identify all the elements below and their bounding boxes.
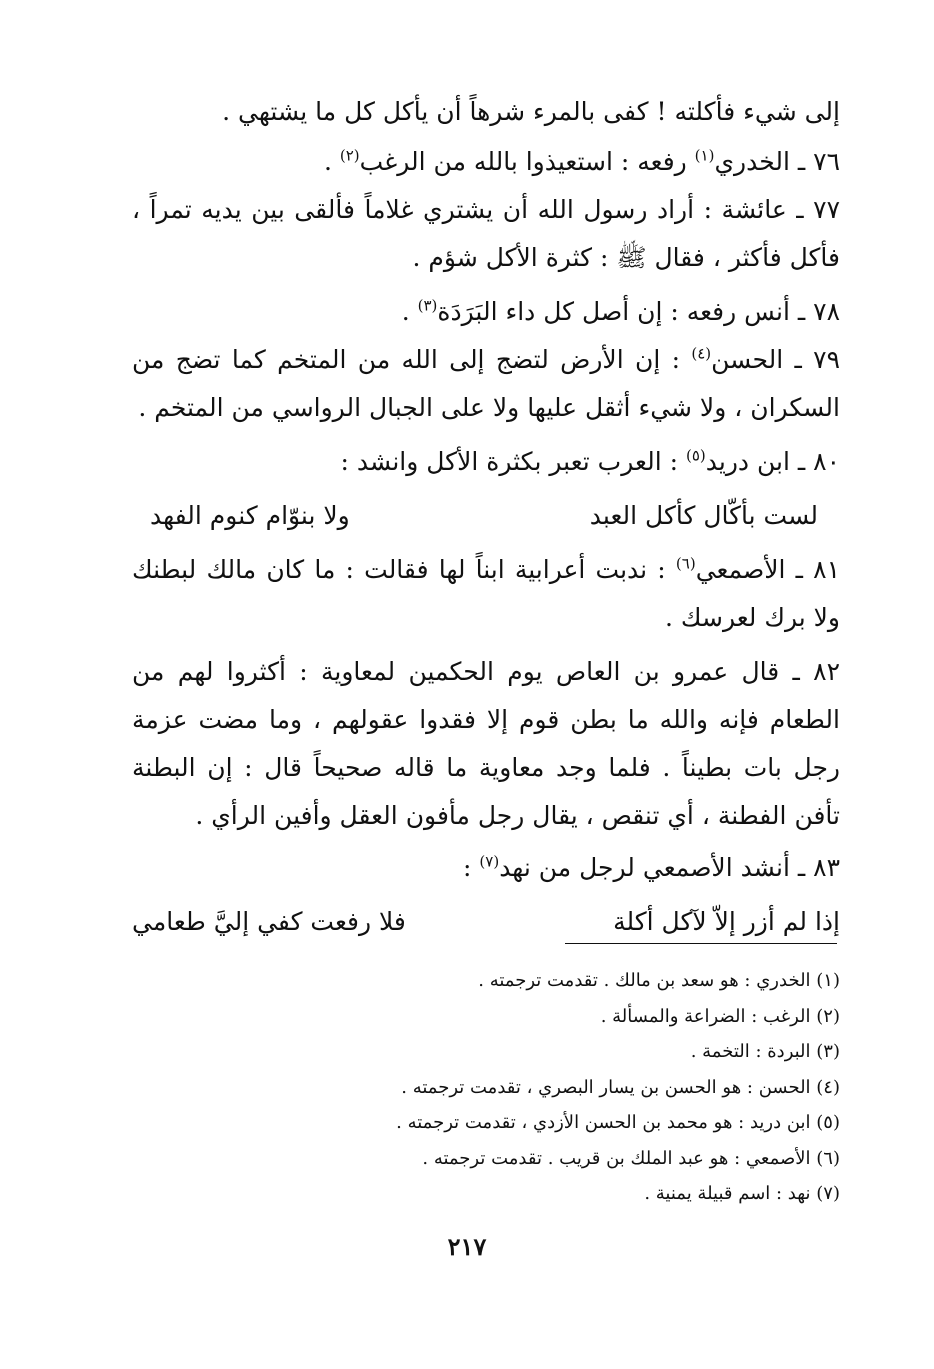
paragraph-text: : [463, 853, 480, 882]
footnote-item: (٤) الحسن : هو الحسن بن يسار البصري ، تقدمت ترجمته . [401, 1076, 840, 1098]
paragraph-82: ٨٢ ـ قال عمرو بن العاص يوم الحكمين لمعاوية : أكثروا لهم من الطعام فإنه والله ما بطن قوم إلا فقدوا عقولهم ، وما مضت عزمة رجل بات بطيناً . فلما وجد معاوية ما قاله صحيحاً قال : إن البطنة تأفن الفطنة ، أي تنقص ، يقال رجل مأفون العقل وأفين الرأي . [132, 657, 840, 830]
footnote-item: (٦) الأصمعي : هو عبد الملك بن قريب . تقدمت ترجمته . [422, 1147, 840, 1169]
footnote-divider [565, 943, 837, 944]
paragraph-text: ٨١ ـ الأصمعي [695, 555, 840, 584]
verse-first-hemistich: إذا لم أزر إلاّ لآكل أكلة [613, 907, 840, 936]
footnote-item: (٥) ابن دريد : هو محمد بن الحسن الأزدي ، تقدمت ترجمته . [396, 1112, 840, 1133]
main-text [132, 88, 840, 946]
poetry-verse [132, 492, 840, 540]
footnote-ref[interactable]: (٥) [685, 446, 706, 465]
footnote-ref[interactable]: (٤) [691, 344, 712, 363]
paragraph-text: رفعه : استعيذوا بالله من الرغب [359, 147, 695, 176]
footnote-ref[interactable]: (٢) [339, 146, 360, 165]
paragraph-text: ٨٣ ـ أنشد الأصمعي لرجل من نهد [499, 853, 840, 882]
paragraph-78 [132, 288, 840, 336]
footnote-item: (٣) البردة : التخمة . [690, 1041, 840, 1062]
paragraph-text: : العرب تعبر بكثرة الأكل وانشد : [340, 447, 686, 476]
verse-second-hemistich: ولا بنوّام كنوم الفهد [150, 501, 350, 530]
paragraph-text: : إن الأرض لتضج إلى الله من المتخم كما تضج من السكران ، ولا شيء أثقل عليها ولا على الجبال الرواسي من المتخم . [132, 345, 840, 422]
paragraph-80 [132, 438, 840, 486]
paragraph-77: ٧٧ ـ عائشة : أراد رسول الله أن يشتري غلاماً فألقى بين يديه تمراً ، فأكل فأكثر ، فقال ﷺ : كثرة الأكل شؤم . [132, 195, 840, 272]
footnote-ref[interactable]: (٧) [479, 852, 500, 871]
paragraph-81 [132, 546, 840, 642]
footnote-ref[interactable]: (١) [694, 146, 715, 165]
page-number: ٢١٧ [447, 1232, 487, 1261]
paragraph-text: ٨٠ ـ ابن دريد [705, 447, 840, 476]
paragraph-text: . [323, 147, 340, 176]
paragraph-text: ٧٨ ـ أنس رفعه : إن أصل كل داء البَرَدَة [437, 297, 840, 326]
paragraph-83 [132, 844, 840, 892]
footnotes [300, 963, 840, 1212]
footnote-item: (١) الخدري : هو سعد بن مالك . تقدمت ترجمته . [478, 970, 840, 991]
paragraph-76 [132, 138, 840, 186]
footnote-item: (٢) الرغب : الضراعة والمسألة . [600, 1005, 840, 1027]
paragraph-continuation: إلى شيء فأكلته ! كفى بالمرء شرهاً أن يأكل كل ما يشتهي . [222, 97, 840, 126]
footnote-item: (٧) نهد : اسم قبيلة يمنية . [644, 1183, 840, 1204]
paragraph-text: : ندبت أعرابية ابناً لها فقالت : ما كان مالك لبطنك ولا برك لعرسك . [132, 555, 840, 632]
poetry-verse [132, 898, 840, 946]
verse-second-hemistich: فلا رفعت كفي إليَّ طعامي [132, 907, 406, 936]
verse-first-hemistich: لست بأكّال كأكل العبد [589, 501, 818, 530]
paragraph-text: ٧٦ ـ الخدري [714, 147, 840, 176]
footnote-ref[interactable]: (٣) [417, 296, 438, 315]
footnote-ref[interactable]: (٦) [675, 554, 696, 573]
paragraph-79 [132, 336, 840, 432]
paragraph-text: ٧٩ ـ الحسن [711, 345, 840, 374]
paragraph-text: . [401, 297, 418, 326]
